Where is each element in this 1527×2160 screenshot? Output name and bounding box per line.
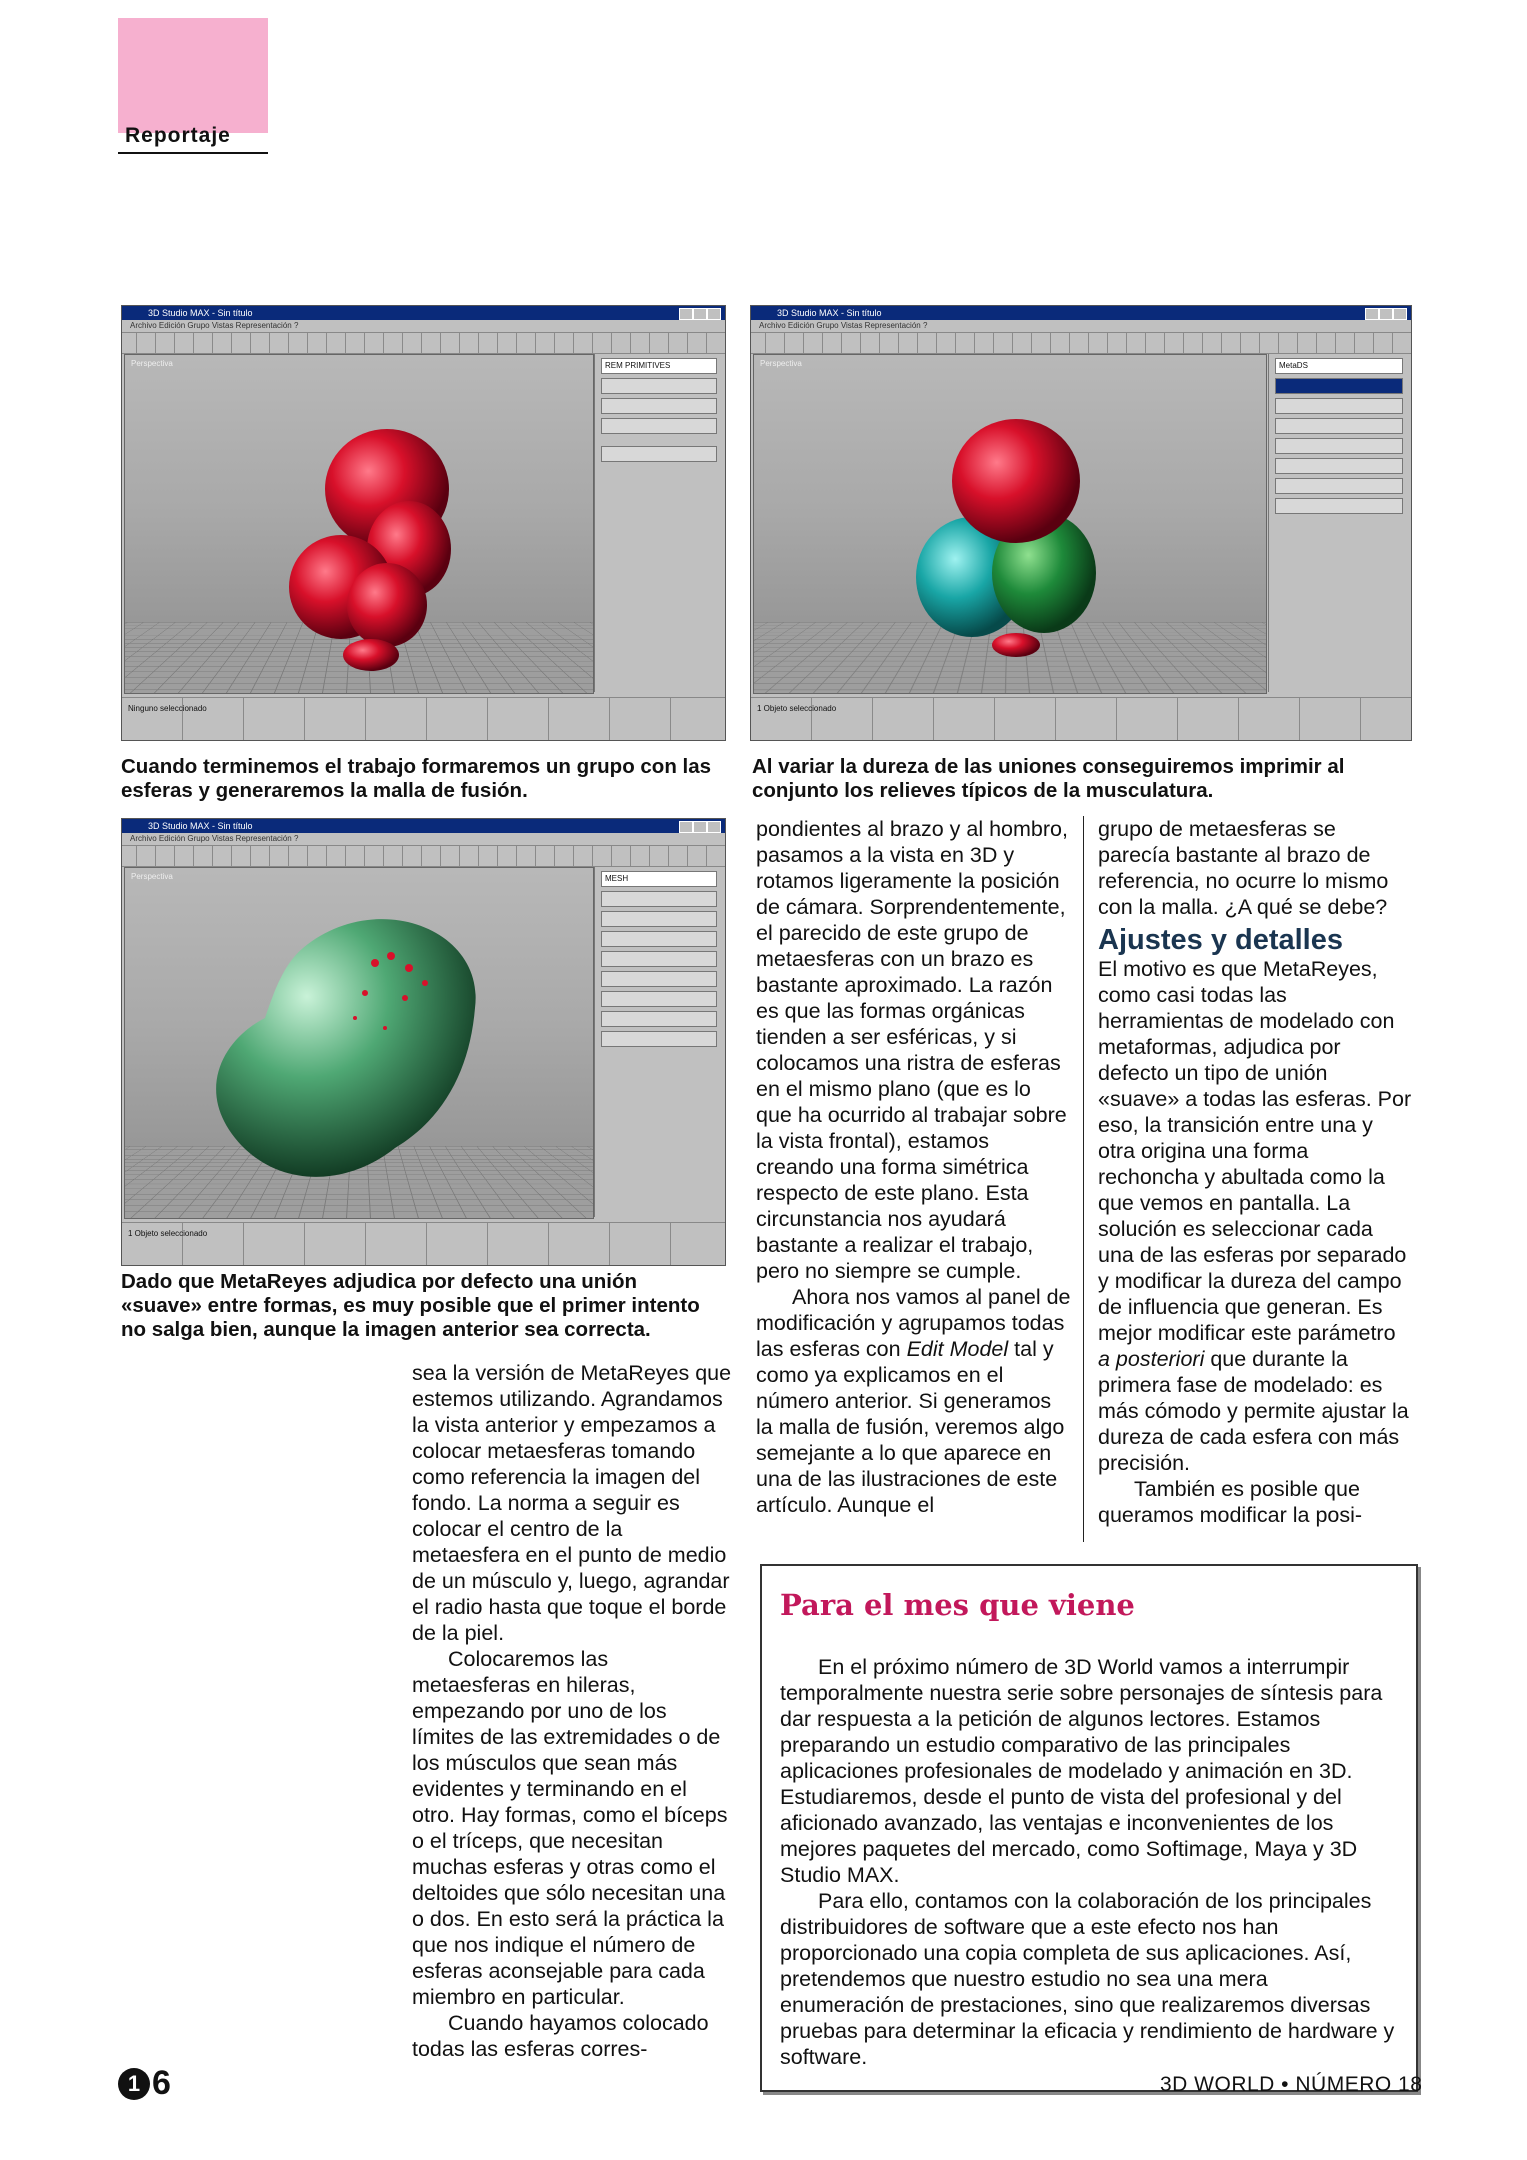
paragraph: Colocaremos las metaesferas en hileras, empezando por uno de los límites de las extremidades o de los músculos que sean más evidentes y terminando en el otro. Hay formas, como el bíceps o el tríceps, que necesitan muchas esferas y otras como el deltoides que sólo necesitan una o dos. En esto será la práctica la que nos indique el número de esferas aconsejable para cada miembro en particular. bbox=[412, 1647, 728, 2009]
paragraph: Para ello, contamos con la colaboración de los principales distribuidores de software que a este efecto nos han proporcionado una copia completa de sus aplicaciones. Así, pretendemos que nuestro estudio no sea una mera enumeración de prestaciones, sino que realizaremos diversas pruebas para determinar la eficacia y rendimiento de hardware y software. bbox=[780, 1889, 1395, 2069]
command-panel: REM PRIMITIVES bbox=[594, 354, 723, 692]
page-number bbox=[118, 2064, 171, 2103]
article-column-2 bbox=[756, 816, 1071, 1518]
screenshot-3 bbox=[121, 818, 726, 1266]
column-divider bbox=[1083, 816, 1084, 1542]
section-rule bbox=[118, 152, 268, 154]
viewport: Perspectiva bbox=[753, 354, 1267, 694]
command-panel: MetaDS bbox=[1268, 354, 1409, 692]
window-toolbar bbox=[122, 846, 725, 867]
sidebar-box bbox=[760, 1564, 1418, 2092]
window-toolbar bbox=[122, 333, 725, 354]
figure-caption-1: Cuando terminemos el trabajo formaremos un grupo con las esferas y generaremos la malla de fusión. bbox=[121, 755, 712, 802]
sidebar-title: Para el mes que viene bbox=[780, 1588, 1135, 1622]
screenshot-1 bbox=[121, 305, 726, 741]
window-titlebar: 3D Studio MAX - Sin título bbox=[751, 306, 1411, 320]
status-bar: Ninguno seleccionado bbox=[122, 697, 725, 740]
metasphere bbox=[347, 563, 427, 647]
paragraph: sea la versión de MetaReyes que estemos utilizando. Agrandamos la vista anterior y empezamos a colocar metaesferas tomando como referencia la imagen del fondo. La norma a seguir es colocar el centro de la metaesfera en el punto de medio de un músculo y, luego, agrandar el radio hasta que toque el borde de la piel. bbox=[412, 1361, 732, 1645]
window-titlebar: 3D Studio MAX - Sin título bbox=[122, 819, 725, 833]
article-column-3 bbox=[1098, 816, 1413, 1528]
status-bar: 1 Objeto seleccionado bbox=[751, 697, 1411, 740]
window-titlebar: 3D Studio MAX - Sin título bbox=[122, 306, 725, 320]
article-column-1 bbox=[412, 1360, 732, 2062]
paragraph: Cuando hayamos colocado todas las esferas corres- bbox=[412, 2011, 709, 2061]
metasphere bbox=[952, 419, 1080, 543]
sidebar-text bbox=[780, 1654, 1395, 2070]
figure-caption-3: Dado que MetaReyes adjudica por defecto una unión «suave» entre formas, es muy posible que el primer intento no salga bien, aunque la imagen anterior sea correcta. bbox=[121, 1270, 700, 1341]
paragraph: pondientes al brazo y al hombro, pasamos a la vista en 3D y rotamos ligeramente la posición de cámara. Sorprendentemente, el parecido de este grupo de metaesferas con un brazo es bastante aproximado. La razón es que las formas orgánicas tienden a ser esféricas, y si colocamos una ristra de esferas en el mismo plano (que es lo que ha ocurrido al trabajar sobre la vista frontal), estamos creando una forma simétrica respecto de este plano. Esta circunstancia nos ayudará bastante a realizar el trabajo, pero no siempre se cumple. bbox=[756, 817, 1068, 1283]
status-bar: 1 Objeto seleccionado bbox=[122, 1222, 725, 1265]
page-number-digit: 6 bbox=[152, 2064, 171, 2102]
paragraph: grupo de metaesferas se parecía bastante al brazo de referencia, no ocurre lo mismo con la malla. ¿A qué se debe? bbox=[1098, 817, 1389, 919]
paragraph: El motivo es que MetaReyes, como casi todas las herramientas de modelado con metaformas, adjudica por defecto un tipo de unión «suave» a todas las esferas. Por eso, la transición entre una y otra origina una forma rechoncha y abultada como la que vemos en pantalla. La solución es seleccionar cada una de las esferas por separado y modificar la dureza del campo de influencia que generan. Es mejor modificar este parámetro a posteriori que durante la primera fase de modelado: es más cómodo y permite ajustar la dureza de cada esfera con más precisión. bbox=[1098, 957, 1412, 1475]
window-menubar: Archivo Edición Grupo Vistas Representación ? bbox=[122, 833, 725, 846]
page-number-circle: 1 bbox=[118, 2068, 150, 2100]
paragraph: Ahora nos vamos al panel de modificación y agrupamos todas las esferas con Edit Model tal y como ya explicamos en el número anterior. Si generamos la malla de fusión, veremos algo semejante a lo que aparece en una de las ilustraciones de este artículo. Aunque el bbox=[756, 1285, 1071, 1517]
metasphere bbox=[992, 633, 1040, 657]
paragraph: También es posible que queramos modificar la posi- bbox=[1098, 1477, 1363, 1527]
screenshot-2 bbox=[750, 305, 1412, 741]
header-color-block bbox=[118, 18, 268, 133]
command-panel: MESH bbox=[594, 867, 723, 1217]
viewport: Perspectiva bbox=[124, 354, 594, 694]
paragraph: En el próximo número de 3D World vamos a interrumpir temporalmente nuestra serie sobre personajes de síntesis para dar respuesta a la petición de algunos lectores. Estamos preparando un estudio comparativo de las principales aplicaciones profesionales de modelado y animación en 3D. Estudiaremos, desde el punto de vista del profesional y del aficionado avanzado, las ventajas e inconvenientes de los mejores paquetes del mercado, como Softimage, Maya y 3D Studio MAX. bbox=[780, 1655, 1383, 1887]
window-menubar: Archivo Edición Grupo Vistas Representación ? bbox=[751, 320, 1411, 333]
figure-caption-2: Al variar la dureza de las uniones conseguiremos imprimir al conjunto los relieves típicos de la musculatura. bbox=[752, 755, 1345, 802]
window-menubar: Archivo Edición Grupo Vistas Representación ? bbox=[122, 320, 725, 333]
magazine-footer: 3D WORLD • NÚMERO 18 bbox=[1160, 2073, 1423, 2096]
viewport: Perspectiva bbox=[124, 867, 594, 1219]
section-tag: Reportaje bbox=[125, 124, 231, 147]
metasphere bbox=[343, 639, 399, 671]
subheading: Ajustes y detalles bbox=[1098, 924, 1343, 956]
window-toolbar bbox=[751, 333, 1411, 354]
fused-mesh bbox=[216, 919, 476, 1177]
